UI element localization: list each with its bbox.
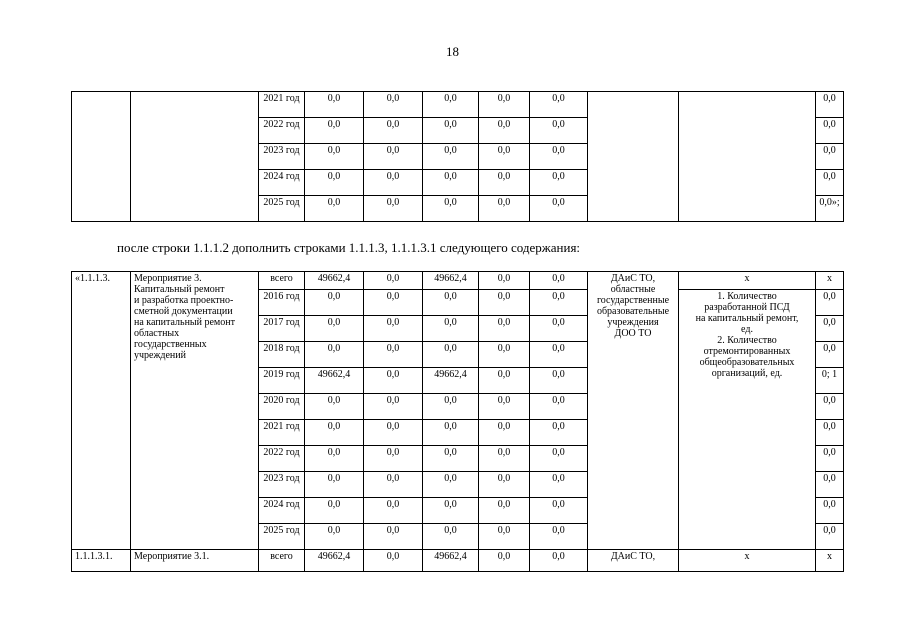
value-cell: 0,0 xyxy=(530,394,588,420)
value-cell: 0,0 xyxy=(423,170,479,196)
amendment-instruction: после строки 1.1.1.2 дополнить строками 1.1.1.3, 1.1.1.3.1 следующего содержания: xyxy=(117,240,581,255)
value-cell: 49662,4 xyxy=(305,368,364,394)
target-value-cell: 0,0 xyxy=(816,92,844,118)
value-cell: 0,0 xyxy=(479,394,530,420)
value-cell: 0,0 xyxy=(423,394,479,420)
executor-cell: ДАиС ТО, областные государственные образовательные учреждения ДОО ТО xyxy=(588,272,679,550)
value-cell: 0,0 xyxy=(530,420,588,446)
value-cell: 0,0 xyxy=(423,316,479,342)
target-value-cell: 0,0 xyxy=(816,472,844,498)
value-cell: 0,0 xyxy=(530,368,588,394)
value-cell: 0,0 xyxy=(305,316,364,342)
value-cell: 0,0 xyxy=(423,144,479,170)
value-cell: 0,0 xyxy=(305,342,364,368)
value-cell: 0,0 xyxy=(305,420,364,446)
value-cell: 0,0 xyxy=(530,290,588,316)
target-value-cell: 0,0 xyxy=(816,446,844,472)
year-cell: 2019 год xyxy=(259,368,305,394)
value-cell: 0,0 xyxy=(423,92,479,118)
target-value-cell: 0,0 xyxy=(816,290,844,316)
value-cell: 0,0 xyxy=(530,196,588,222)
target-value-cell: 0,0 xyxy=(816,524,844,550)
value-cell: 0,0 xyxy=(364,524,423,550)
value-cell: 0,0 xyxy=(530,498,588,524)
indicator-top-cell: x xyxy=(679,272,816,290)
target-value-cell: 0,0 xyxy=(816,118,844,144)
code-cell xyxy=(72,92,131,222)
measure-table xyxy=(71,271,844,572)
submeasure-code: 1.1.1.3.1. xyxy=(72,550,131,572)
year-cell: 2020 год xyxy=(259,394,305,420)
value-cell: 0,0 xyxy=(305,524,364,550)
year-cell: 2021 год xyxy=(259,420,305,446)
value-cell: 0,0 xyxy=(530,550,588,572)
value-cell: 0,0 xyxy=(364,550,423,572)
value-cell: 0,0 xyxy=(305,118,364,144)
value-cell: 0,0 xyxy=(530,342,588,368)
value-cell: 0,0 xyxy=(423,196,479,222)
value-cell: 49662,4 xyxy=(305,272,364,290)
value-cell: 0,0 xyxy=(479,472,530,498)
value-cell: 0,0 xyxy=(364,170,423,196)
value-cell: 0,0 xyxy=(530,144,588,170)
target-value-cell: 0,0 xyxy=(816,420,844,446)
value-cell: 0,0 xyxy=(423,524,479,550)
value-cell: 0,0 xyxy=(364,290,423,316)
measure-code: «1.1.1.3. xyxy=(72,272,131,550)
value-cell: 0,0 xyxy=(305,290,364,316)
value-cell: 0,0 xyxy=(423,118,479,144)
year-cell: 2018 год xyxy=(259,342,305,368)
value-cell: 0,0 xyxy=(479,368,530,394)
value-cell: 49662,4 xyxy=(423,550,479,572)
value-cell: 0,0 xyxy=(530,524,588,550)
value-cell: 0,0 xyxy=(364,272,423,290)
year-cell: всего xyxy=(259,550,305,572)
value-cell: 0,0 xyxy=(305,144,364,170)
executor-cell xyxy=(588,92,679,222)
value-cell: 0,0 xyxy=(530,316,588,342)
table-row xyxy=(72,92,844,118)
value-cell: 0,0 xyxy=(479,196,530,222)
target-value-cell: 0,0 xyxy=(816,342,844,368)
value-cell: 0,0 xyxy=(305,394,364,420)
year-cell: 2023 год xyxy=(259,472,305,498)
target-value-cell: x xyxy=(816,272,844,290)
target-value-cell: 0,0 xyxy=(816,144,844,170)
value-cell: 0,0 xyxy=(423,420,479,446)
year-cell: 2016 год xyxy=(259,290,305,316)
value-cell: 0,0 xyxy=(479,316,530,342)
value-cell: 0,0 xyxy=(364,472,423,498)
value-cell: 0,0 xyxy=(479,446,530,472)
value-cell: 0,0 xyxy=(479,420,530,446)
indicator-cell xyxy=(679,92,816,222)
continuation-table xyxy=(71,91,844,222)
value-cell: 0,0 xyxy=(423,498,479,524)
year-cell: 2025 год xyxy=(259,524,305,550)
value-cell: 0,0 xyxy=(479,92,530,118)
indicator-text-cell: 1. Количество разработанной ПСД на капитальный ремонт, ед. 2. Количество отремонтированных общеобразовательных организаций, ед. xyxy=(679,290,816,550)
name-cell xyxy=(131,92,259,222)
value-cell: 0,0 xyxy=(530,472,588,498)
value-cell: 0,0 xyxy=(530,446,588,472)
value-cell: 0,0 xyxy=(479,498,530,524)
value-cell: 0,0 xyxy=(479,272,530,290)
value-cell: 0,0 xyxy=(479,144,530,170)
target-value-cell: 0; 1 xyxy=(816,368,844,394)
value-cell: 0,0 xyxy=(479,170,530,196)
year-cell: 2024 год xyxy=(259,498,305,524)
value-cell: 0,0 xyxy=(364,118,423,144)
target-value-cell: 0,0»; xyxy=(816,196,844,222)
value-cell: 0,0 xyxy=(305,92,364,118)
value-cell: 0,0 xyxy=(364,144,423,170)
table-row xyxy=(72,550,844,572)
value-cell: 0,0 xyxy=(364,420,423,446)
table-row xyxy=(72,272,844,290)
value-cell: 0,0 xyxy=(305,196,364,222)
year-cell: всего xyxy=(259,272,305,290)
value-cell: 0,0 xyxy=(530,272,588,290)
executor-cell: ДАиС ТО, xyxy=(588,550,679,572)
target-value-cell: 0,0 xyxy=(816,498,844,524)
year-cell: 2025 год xyxy=(259,196,305,222)
value-cell: 49662,4 xyxy=(305,550,364,572)
value-cell: 0,0 xyxy=(305,498,364,524)
value-cell: 0,0 xyxy=(530,118,588,144)
value-cell: 49662,4 xyxy=(423,272,479,290)
value-cell: 0,0 xyxy=(364,394,423,420)
value-cell: 0,0 xyxy=(364,368,423,394)
value-cell: 49662,4 xyxy=(423,368,479,394)
year-cell: 2021 год xyxy=(259,92,305,118)
value-cell: 0,0 xyxy=(364,446,423,472)
value-cell: 0,0 xyxy=(423,290,479,316)
year-cell: 2017 год xyxy=(259,316,305,342)
value-cell: 0,0 xyxy=(423,342,479,368)
target-value-cell: x xyxy=(816,550,844,572)
year-cell: 2022 год xyxy=(259,446,305,472)
target-value-cell: 0,0 xyxy=(816,316,844,342)
value-cell: 0,0 xyxy=(479,290,530,316)
page-number: 18 xyxy=(446,44,459,59)
value-cell: 0,0 xyxy=(530,92,588,118)
value-cell: 0,0 xyxy=(479,118,530,144)
value-cell: 0,0 xyxy=(423,446,479,472)
target-value-cell: 0,0 xyxy=(816,394,844,420)
value-cell: 0,0 xyxy=(479,550,530,572)
value-cell: 0,0 xyxy=(364,342,423,368)
value-cell: 0,0 xyxy=(479,342,530,368)
value-cell: 0,0 xyxy=(364,196,423,222)
value-cell: 0,0 xyxy=(364,92,423,118)
target-value-cell: 0,0 xyxy=(816,170,844,196)
value-cell: 0,0 xyxy=(305,472,364,498)
value-cell: 0,0 xyxy=(423,472,479,498)
value-cell: 0,0 xyxy=(305,446,364,472)
value-cell: 0,0 xyxy=(364,498,423,524)
value-cell: 0,0 xyxy=(479,524,530,550)
year-cell: 2022 год xyxy=(259,118,305,144)
measure-name: Мероприятие 3. Капитальный ремонт и разработка проектно- сметной документации на капитальный ремонт областных государственных учреждений xyxy=(131,272,259,550)
value-cell: 0,0 xyxy=(530,170,588,196)
submeasure-name: Мероприятие 3.1. xyxy=(131,550,259,572)
value-cell: 0,0 xyxy=(364,316,423,342)
year-cell: 2024 год xyxy=(259,170,305,196)
year-cell: 2023 год xyxy=(259,144,305,170)
value-cell: 0,0 xyxy=(305,170,364,196)
indicator-cell: x xyxy=(679,550,816,572)
